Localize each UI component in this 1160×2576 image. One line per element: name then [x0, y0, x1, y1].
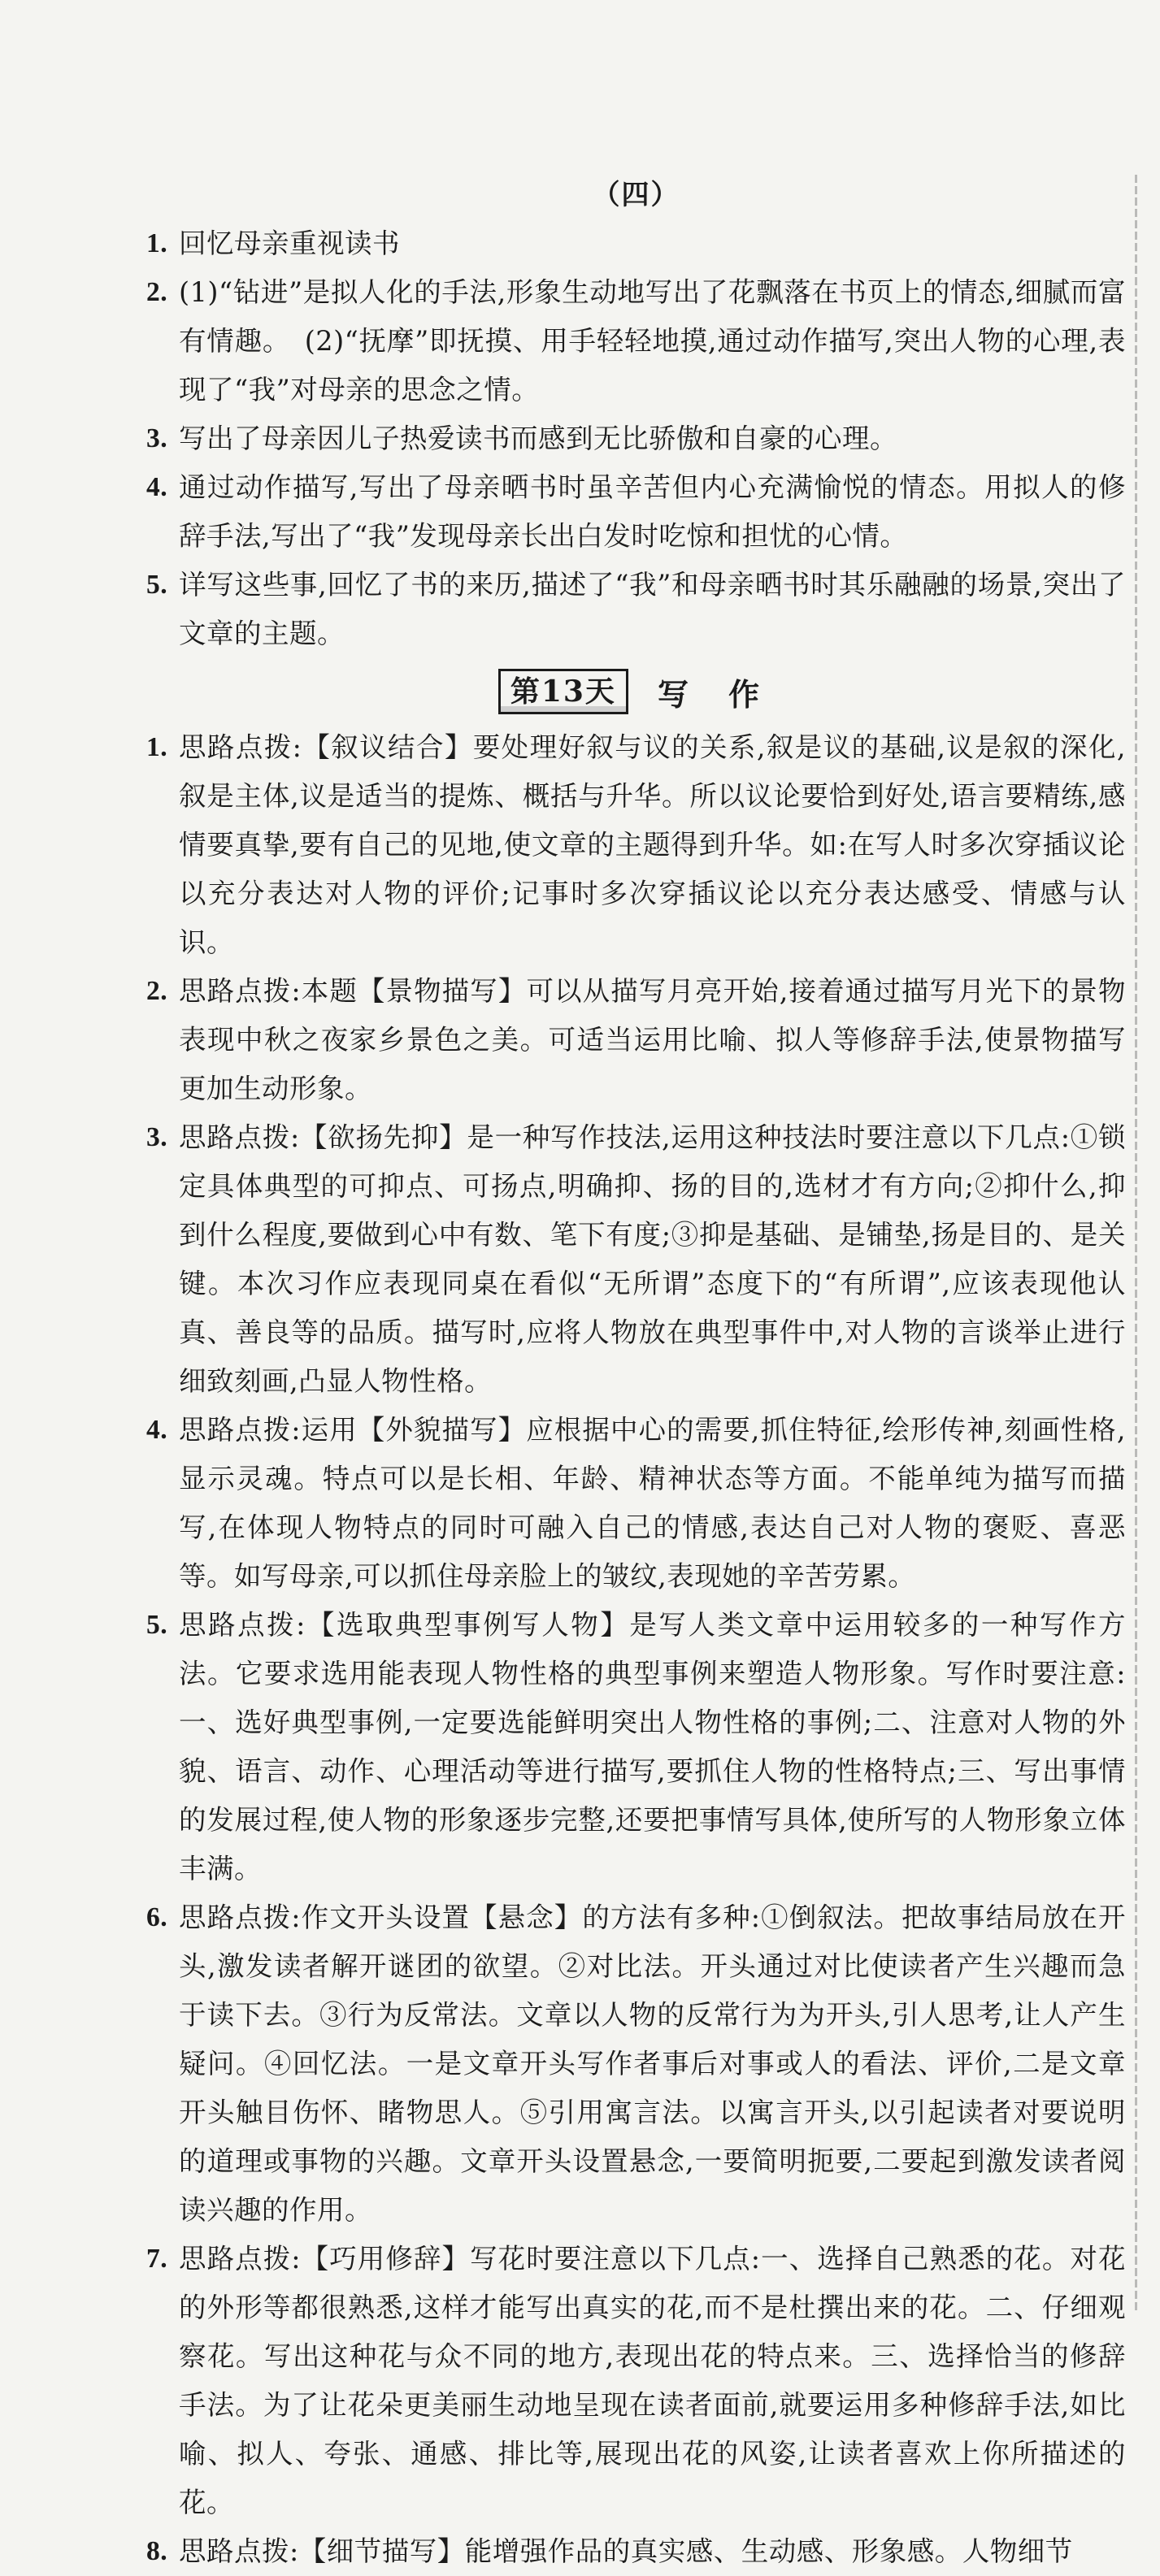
item-number: 2. [146, 277, 168, 307]
answer-item [146, 219, 1126, 268]
item-text: 通过动作描写,写出了母亲晒书时虽辛苦但内心充满愉悦的情态。用拟人的修辞手法,写出了“我”发现母亲长出白发时吃惊和担忧的心情。 [179, 471, 1126, 552]
answer-item [146, 723, 1126, 967]
item-number: 5. [146, 570, 168, 600]
answer-item [146, 268, 1126, 414]
item-number: 3. [146, 1122, 168, 1152]
item-text: 思路点拨:作文开头设置【悬念】的方法有多种:①倒叙法。把故事结局放在开头,激发读者解开谜团的欲望。②对比法。开头通过对比使读者产生兴趣而急于读下去。③行为反常法。文章以人物的反常行为为开头,引人思考,让人产生疑问。④回忆法。一是文章开头写作者事后对事或人的看法、评价,二是文章开头触目伤怀、睹物思人。⑤引用寓言法。以寓言开头,以引起读者对要说明的道理或事物的兴趣。文章开头设置悬念,一要简明扼要,二要起到激发读者阅读兴趣的作用。 [179, 1902, 1126, 2226]
item-number: 5. [146, 1610, 168, 1640]
margin-rule [1135, 175, 1137, 2312]
item-text: 思路点拨:【叙议结合】要处理好叙与议的关系,叙是议的基础,议是叙的深化,叙是主体,议是适当的提炼、概括与升华。所以议论要恰到好处,语言要精练,感情要真挚,要有自己的见地,使文章的主题得到升华。如:在写人时多次穿插议论以充分表达对人物的评价;记事时多次穿插议论以充分表达感受、情感与认识。 [179, 731, 1126, 958]
item-number: 6. [146, 1902, 168, 1932]
item-number: 1. [146, 228, 168, 258]
item-text: (1)“钻进”是拟人化的手法,形象生动地写出了花飘落在书页上的情态,细腻而富有情趣。 (2)“抚摩”即抚摸、用手轻轻地摸,通过动作描写,突出人物的心理,表现了“我”对母亲的思念之情。 [179, 276, 1126, 405]
answer-item [146, 561, 1126, 658]
item-number: 7. [146, 2244, 168, 2274]
answer-item [146, 414, 1126, 463]
answer-item [146, 2527, 1126, 2576]
day13-list [146, 723, 1126, 2576]
item-text: 思路点拨:【细节描写】能增强作品的真实感、生动感、形象感。人物细节 [179, 2535, 1073, 2567]
item-number: 8. [146, 2536, 168, 2566]
item-number: 4. [146, 1415, 168, 1445]
answer-item [146, 1113, 1126, 1406]
item-text: 详写这些事,回忆了书的来历,描述了“我”和母亲晒书时其乐融融的场景,突出了文章的主题。 [179, 569, 1126, 649]
day-title: 写 作 [657, 675, 775, 713]
answer-item [146, 2235, 1126, 2527]
item-text: 思路点拨:运用【外貌描写】应根据中心的需要,抓住特征,绘形传神,刻画性格,显示灵魂。特点可以是长相、年龄、精神状态等方面。不能单纯为描写而描写,在体现人物特点的同时可融入自己的情感,表达自己对人物的褒贬、喜恶等。如写母亲,可以抓住母亲脸上的皱纹,表现她的辛苦劳累。 [179, 1414, 1126, 1592]
item-text: 思路点拨:【巧用修辞】写花时要注意以下几点:一、选择自己熟悉的花。对花的外形等都很熟悉,这样才能写出真实的花,而不是杜撰出来的花。二、仔细观察花。写出这种花与众不同的地方,表现出花的特点来。三、选择恰当的修辞手法。为了让花朵更美丽生动地呈现在读者面前,就要运用多种修辞手法,如比喻、拟人、夸张、通感、排比等,展现出花的风姿,让读者喜欢上你所描述的花。 [179, 2243, 1126, 2518]
section-four-list [146, 219, 1126, 658]
item-number: 1. [146, 732, 168, 762]
section-four-title: （四） [592, 179, 680, 211]
item-text: 思路点拨:【欲扬先抑】是一种写作技法,运用这种技法时要注意以下几点:①锁定具体典型的可抑点、可扬点,明确抑、扬的目的,选材才有方向;②抑什么,抑到什么程度,要做到心中有数、笔下有度;③抑是基础、是铺垫,扬是目的、是关键。本次习作应表现同桌在看似“无所谓”态度下的“有所谓”,应该表现他认真、善良等的品质。描写时,应将人物放在典型事件中,对人物的言谈举止进行细致刻画,凸显人物性格。 [179, 1121, 1126, 1397]
item-text: 回忆母亲重视读书 [179, 228, 400, 259]
page-content [146, 171, 1126, 2576]
item-text: 思路点拨:本题【景物描写】可以从描写月亮开始,接着通过描写月光下的景物表现中秋之夜家乡景色之美。可适当运用比喻、拟人等修辞手法,使景物描写更加生动形象。 [179, 975, 1126, 1104]
answer-item [146, 1601, 1126, 1893]
answer-item [146, 1406, 1126, 1601]
item-number: 2. [146, 976, 168, 1006]
day13-heading [146, 663, 1126, 720]
item-number: 4. [146, 472, 168, 502]
item-text: 写出了母亲因儿子热爱读书而感到无比骄傲和自豪的心理。 [179, 423, 897, 454]
answer-item [146, 1893, 1126, 2235]
item-text: 思路点拨:【选取典型事例写人物】是写人类文章中运用较多的一种写作方法。它要求选用能表现人物性格的典型事例来塑造人物形象。写作时要注意:一、选好典型事例,一定要选能鲜明突出人物性格的事例;二、注意对人物的外貌、语言、动作、心理活动等进行描写,要抓住人物的性格特点;三、写出事情的发展过程,使人物的形象逐步完整,还要把事情写具体,使所写的人物形象立体丰满。 [179, 1609, 1126, 1884]
day-label-box: 第13天 [498, 669, 628, 714]
answer-item [146, 967, 1126, 1113]
item-number: 3. [146, 423, 168, 453]
answer-item [146, 463, 1126, 561]
